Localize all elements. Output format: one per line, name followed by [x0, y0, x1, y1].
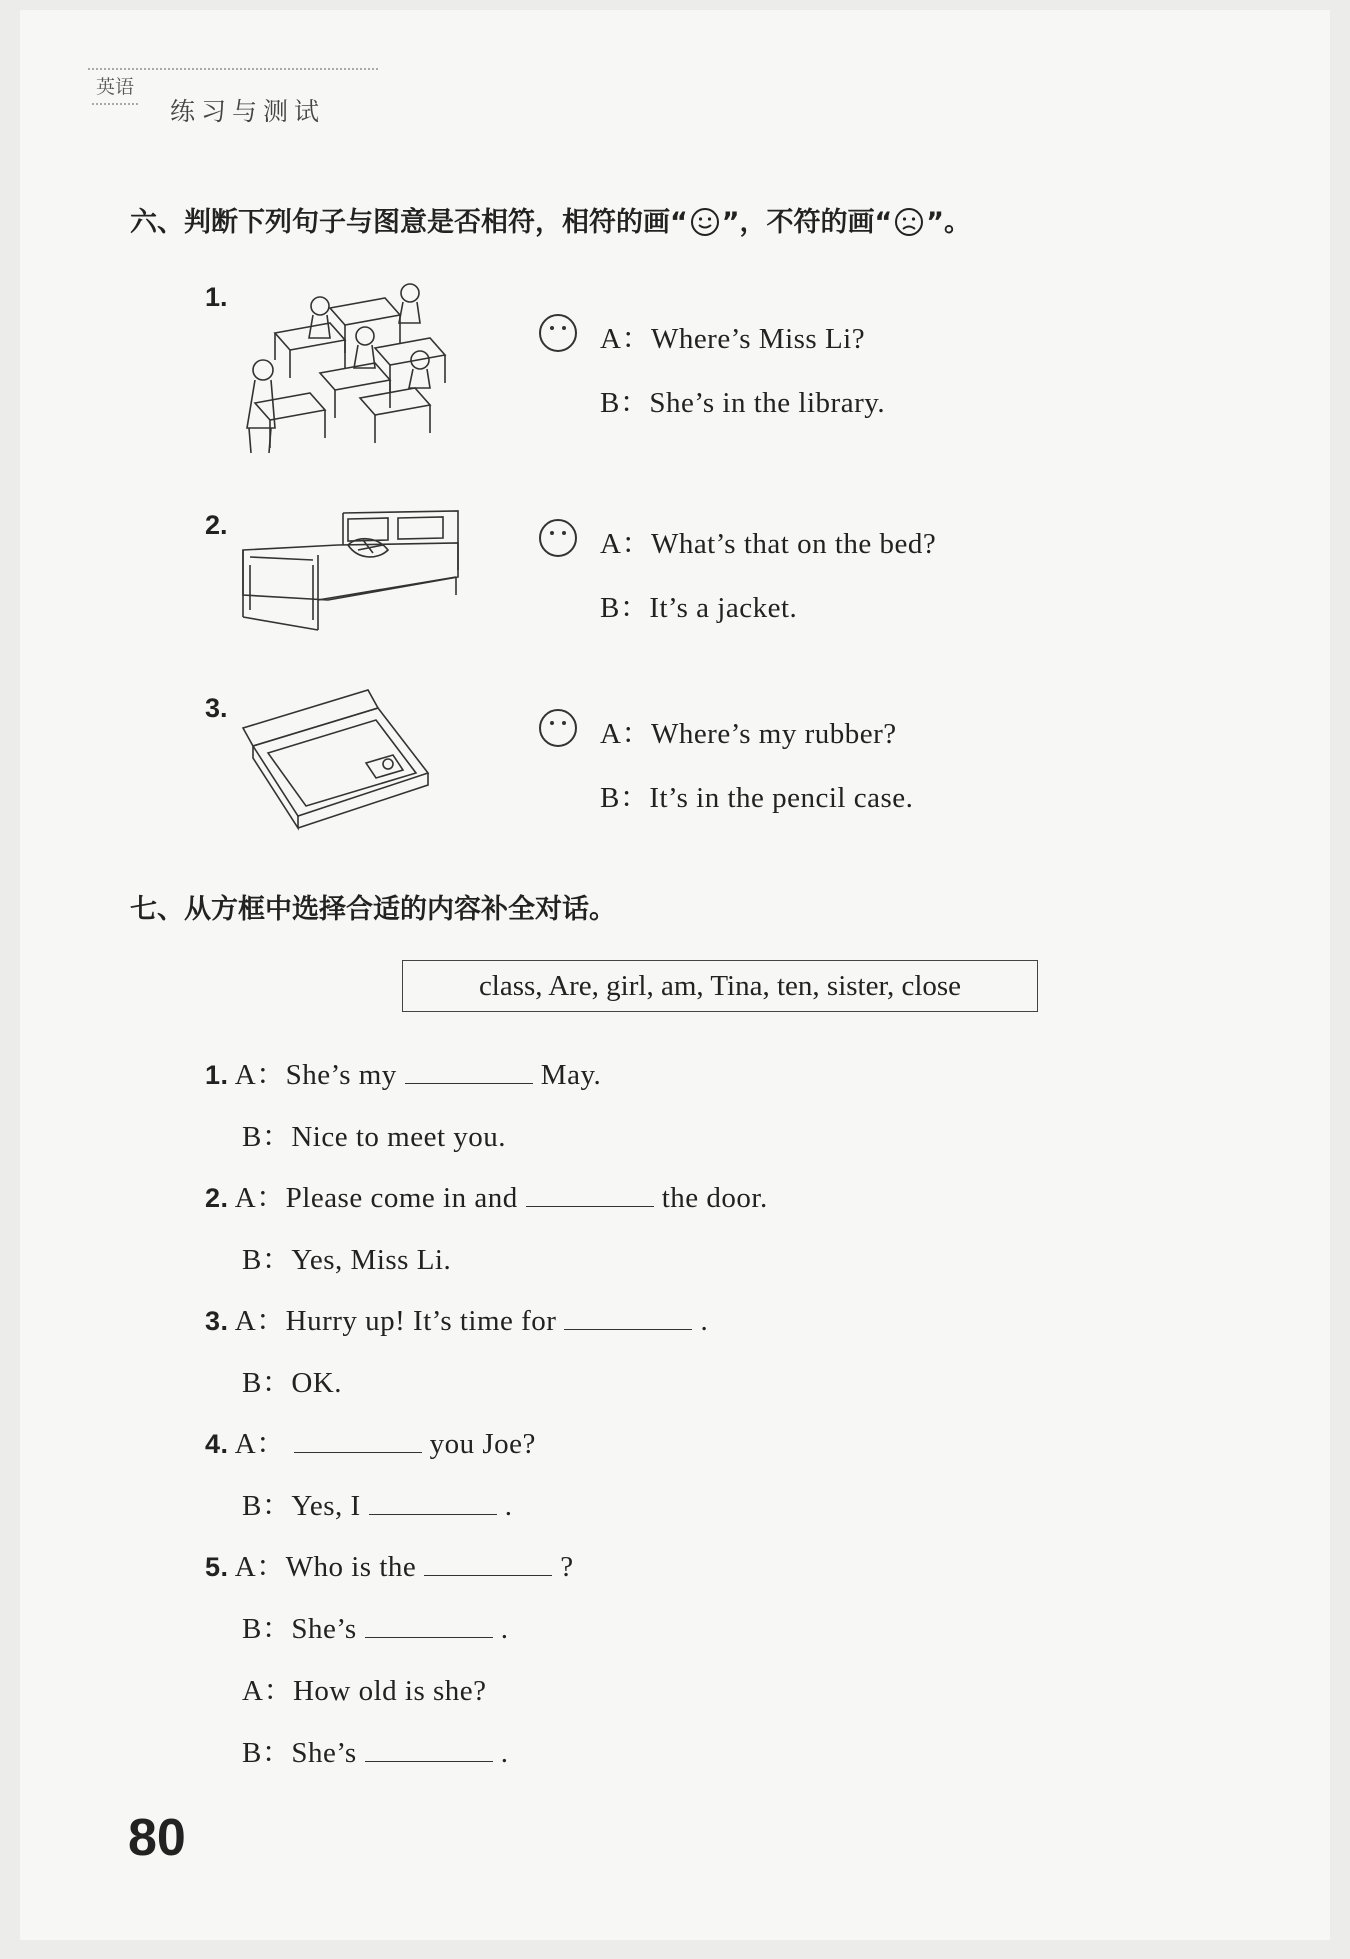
dialogue5-d-end: .: [500, 1737, 509, 1769]
item2-line-b: B：It’s a jacket.: [600, 592, 798, 624]
dialogue1-a-text: A：She’s my: [234, 1059, 397, 1091]
item1-line-b: B：She’s in the library.: [600, 387, 886, 419]
item3-line-a: A：Where’s my rubber?: [600, 718, 897, 750]
dialogue5-d: [242, 1730, 508, 1771]
dialogue2-number: 2.: [205, 1183, 229, 1213]
section6-title-part2: ”，不符的画“: [721, 207, 893, 238]
header-title: 练习与测试: [170, 97, 326, 126]
dialogue3-blank[interactable]: [564, 1303, 692, 1330]
dialogue3-a: [205, 1298, 708, 1339]
section6-title-part3: ”。: [926, 207, 971, 238]
item3-line-b: B：It’s in the pencil case.: [600, 782, 914, 814]
dialogue4-b: [242, 1483, 512, 1524]
dialogue5-d-text: B：She’s: [242, 1737, 357, 1769]
word-box: class, Are, girl, am, Tina, ten, sister, close: [402, 960, 1038, 1012]
sad-face-icon: [894, 207, 924, 237]
dialogue4-a-end: you Joe?: [429, 1428, 536, 1460]
item2-line-a: A：What’s that on the bed?: [600, 528, 937, 560]
dialogue5-b-text: B：She’s: [242, 1613, 357, 1645]
section6-title-part1: 六、判断下列句子与图意是否相符，相符的画“: [130, 207, 688, 238]
dialogue2-a: [205, 1175, 768, 1216]
dialogue1-b: B：Nice to meet you.: [242, 1121, 507, 1153]
dialogue4-a-text: A：: [234, 1428, 286, 1460]
dialogue2-a-end: the door.: [661, 1182, 768, 1214]
classroom-illustration: [235, 278, 455, 456]
dialogue5-blank-b[interactable]: [365, 1611, 493, 1638]
item2-answer-circle[interactable]: [538, 518, 578, 558]
dialogue5-a-text: A：Who is the: [234, 1551, 417, 1583]
dialogue1-a: [205, 1052, 601, 1093]
dialogue5-a-end: ?: [560, 1551, 574, 1583]
dialogue1-a-end: May.: [540, 1059, 602, 1091]
dialogue1-blank[interactable]: [405, 1057, 533, 1084]
dialogue2-b: B：Yes, Miss Li.: [242, 1244, 452, 1276]
dialogue5-blank-a[interactable]: [424, 1549, 552, 1576]
section6-title: [130, 200, 971, 239]
dialogue4-blank-b[interactable]: [369, 1488, 497, 1515]
item1-number: 1.: [205, 282, 228, 312]
page-number: 80: [128, 1809, 186, 1867]
dialogue4-b-text: B：Yes, I: [242, 1490, 361, 1522]
dialogue3-b: B：OK.: [242, 1367, 342, 1399]
dialogue5-blank-d[interactable]: [365, 1735, 493, 1762]
item3-number: 3.: [205, 693, 228, 723]
dialogue1-number: 1.: [205, 1060, 229, 1090]
dialogue5-b: [242, 1606, 508, 1647]
dialogue3-a-text: A：Hurry up! It’s time for: [234, 1305, 557, 1337]
dialogue4-number: 4.: [205, 1429, 229, 1459]
pencil-case-illustration: [238, 688, 433, 833]
dialogue5-number: 5.: [205, 1552, 229, 1582]
section7-title: 七、从方框中选择合适的内容补全对话。: [130, 894, 616, 925]
dialogue3-a-end: .: [700, 1305, 709, 1337]
dialogue5-c: A：How old is she?: [242, 1675, 487, 1707]
item3-answer-circle[interactable]: [538, 708, 578, 748]
dialogue2-a-text: A：Please come in and: [234, 1182, 518, 1214]
dialogue5-b-end: .: [500, 1613, 509, 1645]
item2-number: 2.: [205, 510, 228, 540]
dialogue5-a: [205, 1544, 574, 1585]
bed-illustration: [238, 505, 463, 635]
dialogue4-blank-a[interactable]: [294, 1426, 422, 1453]
dialogue4-b-end: .: [504, 1490, 513, 1522]
dialogue3-number: 3.: [205, 1306, 229, 1336]
item1-line-a: A：Where’s Miss Li?: [600, 323, 866, 355]
dialogue2-blank[interactable]: [526, 1180, 654, 1207]
smiley-face-icon: [690, 207, 720, 237]
dialogue4-a: [205, 1421, 536, 1462]
item1-answer-circle[interactable]: [538, 313, 578, 353]
header-subject: 英语: [92, 72, 138, 105]
